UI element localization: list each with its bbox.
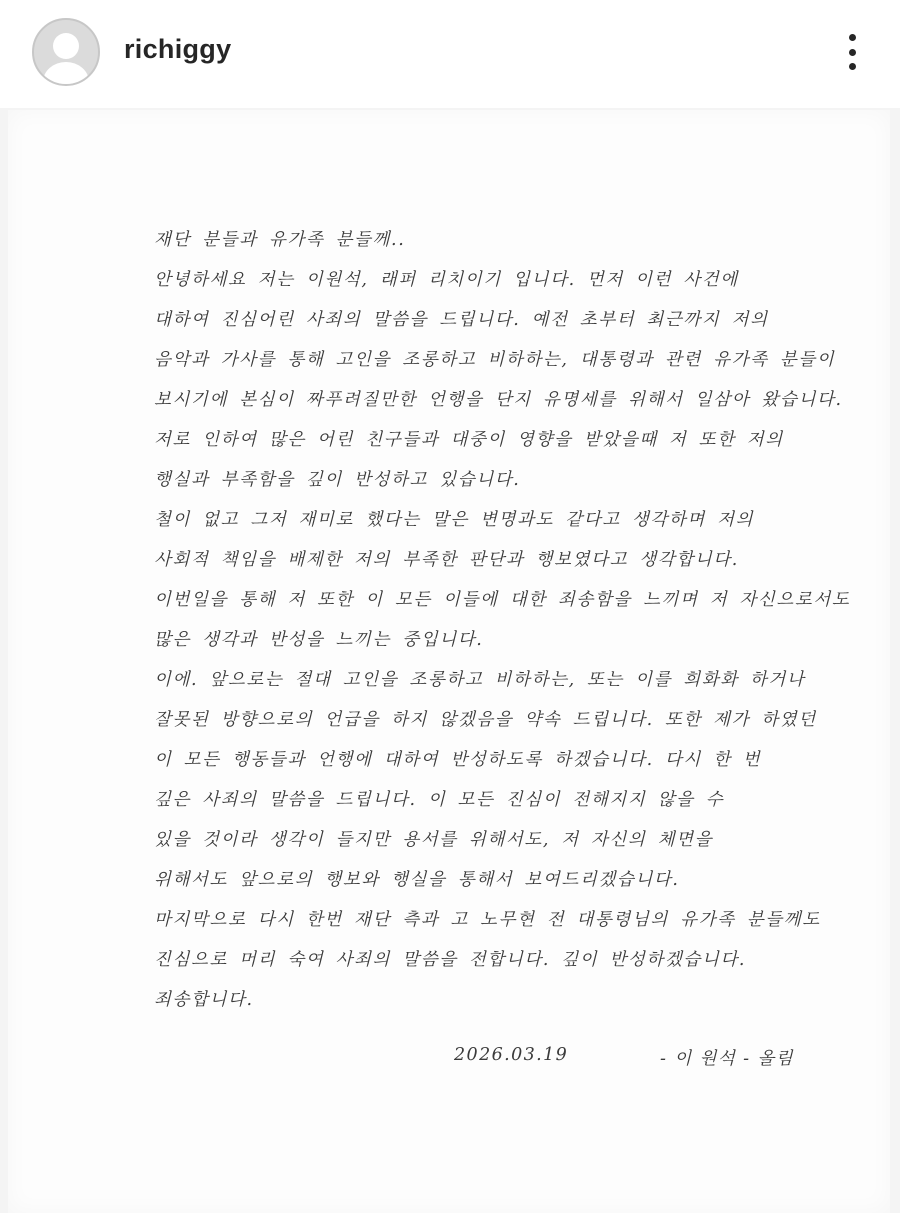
post-image[interactable] — [0, 108, 900, 1213]
letter-line: 있을 것이라 생각이 들지만 용서를 위해서도, 저 자신의 체면을 — [154, 830, 714, 850]
letter-line: 저로 인하여 많은 어린 친구들과 대중이 영향을 받았을때 저 또한 저의 — [154, 430, 784, 450]
handwritten-letter-paper — [8, 110, 890, 1213]
letter-line: 진심으로 머리 숙여 사죄의 말씀을 전합니다. 깊이 반성하겠습니다. — [154, 950, 747, 970]
letter-line: 많은 생각과 반성을 느끼는 중입니다. — [154, 630, 484, 650]
username-link[interactable]: richiggy — [124, 34, 232, 64]
letter-date: 2026.03.19 — [454, 1045, 569, 1065]
letter-line: 죄송합니다. — [154, 990, 254, 1010]
letter-line: 행실과 부족함을 깊이 반성하고 있습니다. — [154, 470, 521, 490]
letter-line: 잘못된 방향으로의 언급을 하지 않겠음을 약속 드립니다. 또한 제가 하였던 — [154, 710, 817, 730]
letter-line: 이 모든 행동들과 언행에 대하여 반성하도록 하겠습니다. 다시 한 번 — [154, 750, 762, 770]
more-vertical-icon — [849, 49, 856, 56]
letter-line: 음악과 가사를 통해 고인을 조롱하고 비하하는, 대통령과 관련 유가족 분들이 — [154, 350, 836, 370]
letter-line: 보시기에 본심이 짜푸려질만한 언행을 단지 유명세를 위해서 일삼아 왔습니다. — [154, 390, 843, 410]
letter-line: 재단 분들과 유가족 분들께.. — [154, 230, 406, 250]
letter-line: 이에. 앞으로는 절대 고인을 조롱하고 비하하는, 또는 이를 희화화 하거나 — [154, 670, 806, 690]
letter-line: 안녕하세요 저는 이원석, 래퍼 리치이기 입니다. 먼저 이런 사건에 — [154, 270, 739, 290]
letter-line: 대하여 진심어린 사죄의 말씀을 드립니다. 예전 초부터 최근까지 저의 — [154, 310, 769, 330]
default-avatar-icon[interactable] — [32, 18, 100, 86]
letter-line: 깊은 사죄의 말씀을 드립니다. 이 모든 진심이 전해지지 않을 수 — [154, 790, 725, 810]
letter-line: 사회적 책임을 배제한 저의 부족한 판단과 행보였다고 생각합니다. — [154, 550, 739, 570]
letter-line: 이번일을 통해 저 또한 이 모든 이들에 대한 죄송함을 느끼며 저 자신으로서도 — [154, 590, 851, 610]
avatar-body-shape — [43, 62, 89, 86]
more-options-button[interactable] — [834, 30, 870, 74]
letter-body — [154, 220, 851, 1020]
letter-line: 위해서도 앞으로의 행보와 행실을 통해서 보여드리겠습니다. — [154, 870, 680, 890]
post-header — [0, 0, 900, 108]
letter-line: 마지막으로 다시 한번 재단 측과 고 노무현 전 대통령님의 유가족 분들께도 — [154, 910, 821, 930]
more-vertical-icon — [849, 34, 856, 41]
letter-signature: - 이 원석 - 올림 — [659, 1049, 794, 1069]
letter-line: 철이 없고 그저 재미로 했다는 말은 변명과도 같다고 생각하며 저의 — [154, 510, 755, 530]
more-vertical-icon — [849, 63, 856, 70]
avatar-head-shape — [53, 33, 79, 59]
letter-signature-row — [454, 1045, 794, 1070]
